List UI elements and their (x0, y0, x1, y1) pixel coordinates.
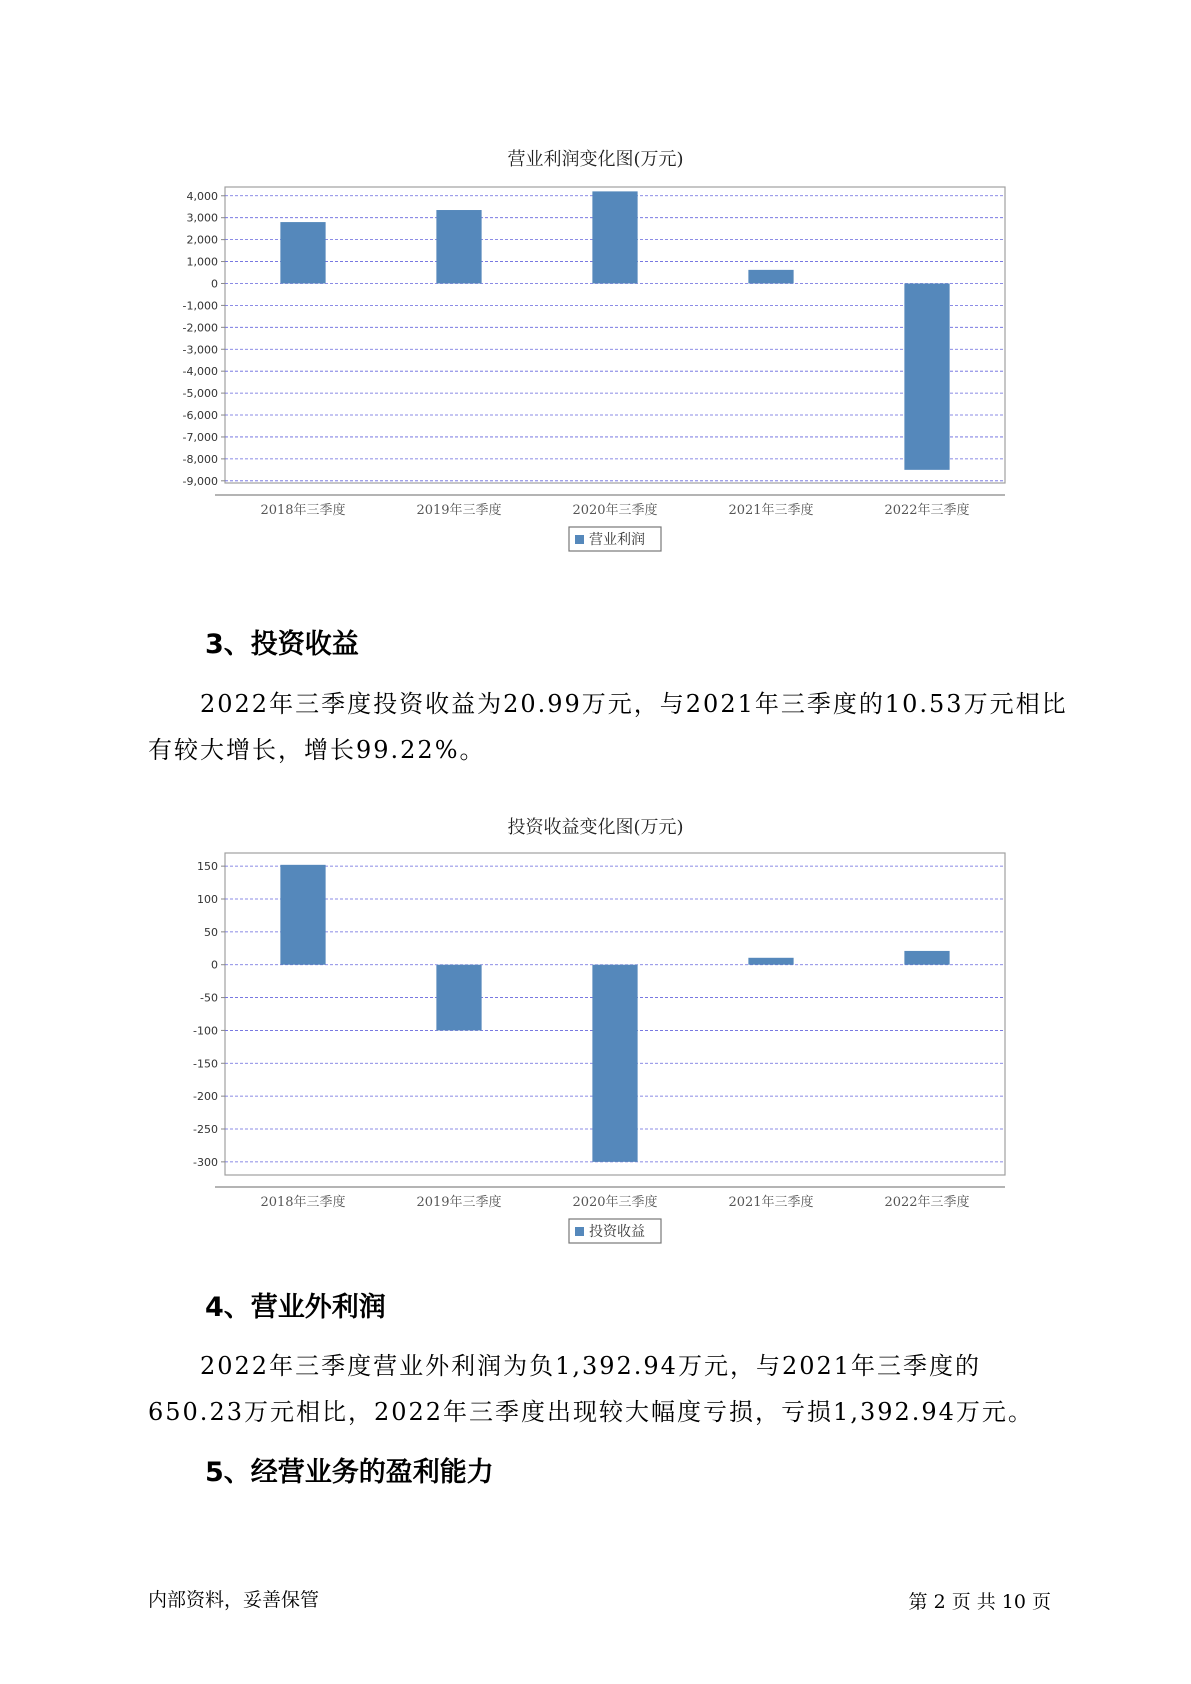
bar (280, 222, 325, 283)
y-tick-label: -250 (193, 1123, 218, 1136)
section-heading: 5、经营业务的盈利能力 (205, 1457, 494, 1488)
bar (436, 965, 481, 1031)
y-tick-label: -50 (200, 991, 218, 1005)
bar (436, 210, 481, 283)
x-tick-label: 2020年三季度 (572, 503, 658, 518)
y-tick-label: -6,000 (182, 409, 218, 423)
y-tick-label: -4,000 (182, 365, 218, 379)
investment-income-chart (150, 845, 1050, 1245)
y-tick-label: 4,000 (186, 189, 218, 203)
legend-label: 营业利润 (589, 532, 645, 548)
x-tick-label: 2019年三季度 (416, 503, 502, 518)
legend-swatch (575, 1227, 584, 1236)
y-tick-label: 100 (197, 893, 218, 906)
section-heading: 3、投资收益 (205, 629, 359, 660)
x-tick-label: 2022年三季度 (884, 503, 970, 518)
y-tick-label: -2,000 (182, 321, 218, 335)
y-tick-label: -3,000 (182, 343, 218, 357)
x-tick-label: 2019年三季度 (416, 1195, 502, 1210)
chart1-title: 营业利润变化图(万元) (507, 149, 684, 170)
footer-confidential-note: 内部资料，妥善保管 (148, 1589, 320, 1611)
x-tick-label: 2021年三季度 (728, 1195, 814, 1210)
y-tick-label: 0 (211, 958, 218, 972)
bar (904, 283, 949, 469)
y-tick-label: -9,000 (182, 474, 218, 488)
x-tick-label: 2018年三季度 (260, 1195, 346, 1210)
y-tick-label: -200 (193, 1090, 218, 1104)
section-heading: 4、营业外利润 (205, 1292, 386, 1323)
x-tick-label: 2021年三季度 (728, 503, 814, 518)
bar (904, 951, 949, 965)
chart2-title: 投资收益变化图(万元) (507, 817, 684, 838)
y-tick-label: -100 (193, 1024, 218, 1038)
bar (592, 965, 637, 1162)
section-paragraph: 2022年三季度营业外利润为负1,392.94万元，与2021年三季度的650.23万元相比，2022年三季度出现较大幅度亏损，亏损1,392.94万元。 (148, 1352, 1034, 1426)
x-tick-label: 2022年三季度 (884, 1195, 970, 1210)
legend-label: 投资收益 (589, 1224, 645, 1240)
x-tick-label: 2018年三季度 (260, 503, 346, 518)
operating-profit-chart (150, 175, 1050, 575)
y-tick-label: 2,000 (186, 233, 218, 247)
y-tick-label: 0 (211, 277, 218, 291)
page-number: 第 2 页 共 10 页 (908, 1591, 1051, 1613)
bar (748, 270, 793, 284)
y-tick-label: -7,000 (182, 430, 218, 444)
y-tick-label: 50 (204, 925, 218, 939)
y-tick-label: -1,000 (182, 299, 218, 313)
y-tick-label: 150 (197, 860, 218, 874)
y-tick-label: -150 (193, 1057, 218, 1071)
y-tick-label: 3,000 (186, 211, 218, 225)
bar (592, 191, 637, 283)
y-tick-label: -8,000 (182, 452, 218, 466)
legend-swatch (575, 535, 584, 544)
x-tick-label: 2020年三季度 (572, 1195, 658, 1210)
section-paragraph: 2022年三季度投资收益为20.99万元，与2021年三季度的10.53万元相比有较大增长，增长99.22%。 (148, 690, 1068, 764)
y-tick-label: -300 (193, 1155, 218, 1169)
bar (748, 958, 793, 965)
y-tick-label: 1,000 (186, 255, 218, 269)
bar (280, 865, 325, 965)
y-tick-label: -5,000 (182, 387, 218, 401)
